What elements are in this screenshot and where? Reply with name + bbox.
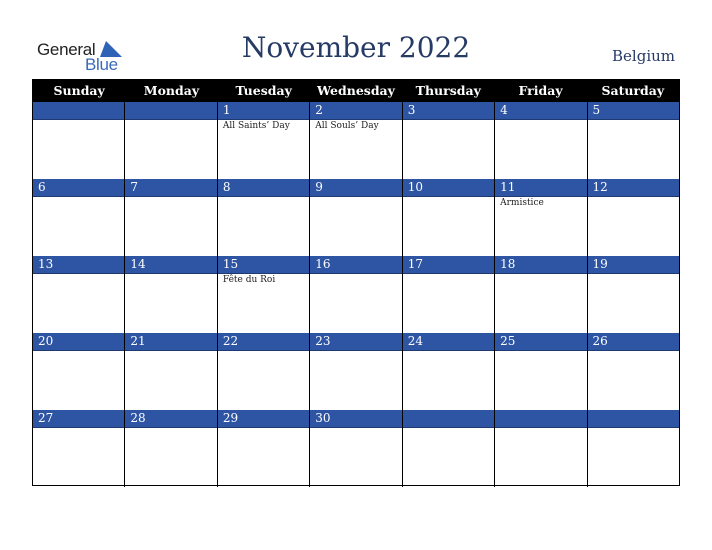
day-number	[33, 102, 124, 120]
holiday-label: Armistice	[500, 198, 544, 208]
weeks-container	[33, 102, 679, 487]
day-cell	[33, 102, 124, 179]
day-number	[588, 410, 679, 428]
day-number: 4	[495, 102, 586, 120]
day-number	[125, 102, 216, 120]
day-number: 19	[588, 256, 679, 274]
day-cell	[494, 102, 586, 179]
weekday-header: Friday	[518, 83, 563, 98]
day-number: 11	[495, 179, 586, 197]
day-cell	[494, 410, 586, 487]
day-number: 12	[588, 179, 679, 197]
week-row	[33, 102, 679, 179]
day-number: 14	[125, 256, 216, 274]
logo-text-blue: Blue	[85, 55, 118, 74]
day-cell	[217, 333, 309, 410]
week-row	[33, 333, 679, 410]
week-row	[33, 410, 679, 487]
day-cell	[33, 256, 124, 333]
day-number: 18	[495, 256, 586, 274]
day-cell	[33, 410, 124, 487]
weekday-header: Tuesday	[235, 83, 292, 98]
day-cell	[402, 333, 494, 410]
day-number	[403, 410, 494, 428]
day-number: 16	[310, 256, 401, 274]
day-number: 22	[218, 333, 309, 351]
day-number: 10	[403, 179, 494, 197]
day-cell	[309, 102, 401, 179]
weekday-header: Monday	[143, 83, 200, 98]
day-cell	[309, 333, 401, 410]
calendar-grid	[32, 79, 680, 486]
day-cell	[494, 333, 586, 410]
day-number: 30	[310, 410, 401, 428]
day-number: 20	[33, 333, 124, 351]
day-cell	[217, 410, 309, 487]
day-cell	[124, 256, 216, 333]
holiday-label: Fête du Roi	[222, 275, 276, 285]
weekday-header: Wednesday	[317, 83, 395, 98]
day-number: 26	[588, 333, 679, 351]
weekday-header: Thursday	[415, 83, 481, 98]
day-cell	[217, 102, 309, 179]
day-number: 17	[403, 256, 494, 274]
day-cell	[33, 179, 124, 256]
day-cell	[587, 179, 679, 256]
day-cell	[494, 179, 586, 256]
day-number: 1	[218, 102, 309, 120]
day-cell	[402, 102, 494, 179]
day-number: 28	[125, 410, 216, 428]
day-number: 21	[125, 333, 216, 351]
day-number: 7	[125, 179, 216, 197]
day-cell	[309, 410, 401, 487]
day-cell	[33, 333, 124, 410]
country-label: Belgium	[612, 47, 675, 65]
day-cell	[124, 333, 216, 410]
holiday-label: All Souls’ Day	[315, 121, 379, 131]
day-cell	[217, 256, 309, 333]
weekday-header: Sunday	[53, 83, 105, 98]
holiday-label: All Saints’ Day	[222, 121, 290, 131]
day-cell	[494, 256, 586, 333]
day-number: 23	[310, 333, 401, 351]
day-cell	[402, 256, 494, 333]
calendar-title: November 2022	[241, 31, 471, 64]
day-number: 9	[310, 179, 401, 197]
day-cell	[587, 333, 679, 410]
day-cell	[309, 179, 401, 256]
day-number: 24	[403, 333, 494, 351]
weekday-header: Saturday	[601, 83, 665, 98]
day-cell	[309, 256, 401, 333]
day-number: 13	[33, 256, 124, 274]
day-cell	[587, 102, 679, 179]
day-cell	[587, 410, 679, 487]
day-number: 25	[495, 333, 586, 351]
day-number	[495, 410, 586, 428]
day-cell	[587, 256, 679, 333]
weekday-header-row	[33, 80, 679, 102]
day-cell	[402, 410, 494, 487]
day-number: 2	[310, 102, 401, 120]
day-number: 15	[218, 256, 309, 274]
day-number: 6	[33, 179, 124, 197]
week-row	[33, 179, 679, 256]
day-number: 27	[33, 410, 124, 428]
day-number: 5	[588, 102, 679, 120]
day-cell	[124, 179, 216, 256]
day-cell	[124, 102, 216, 179]
day-cell	[402, 179, 494, 256]
day-number: 8	[218, 179, 309, 197]
day-number: 29	[218, 410, 309, 428]
day-cell	[217, 179, 309, 256]
day-number: 3	[403, 102, 494, 120]
day-cell	[124, 410, 216, 487]
logo-text-general: General	[37, 40, 96, 59]
week-row	[33, 256, 679, 333]
